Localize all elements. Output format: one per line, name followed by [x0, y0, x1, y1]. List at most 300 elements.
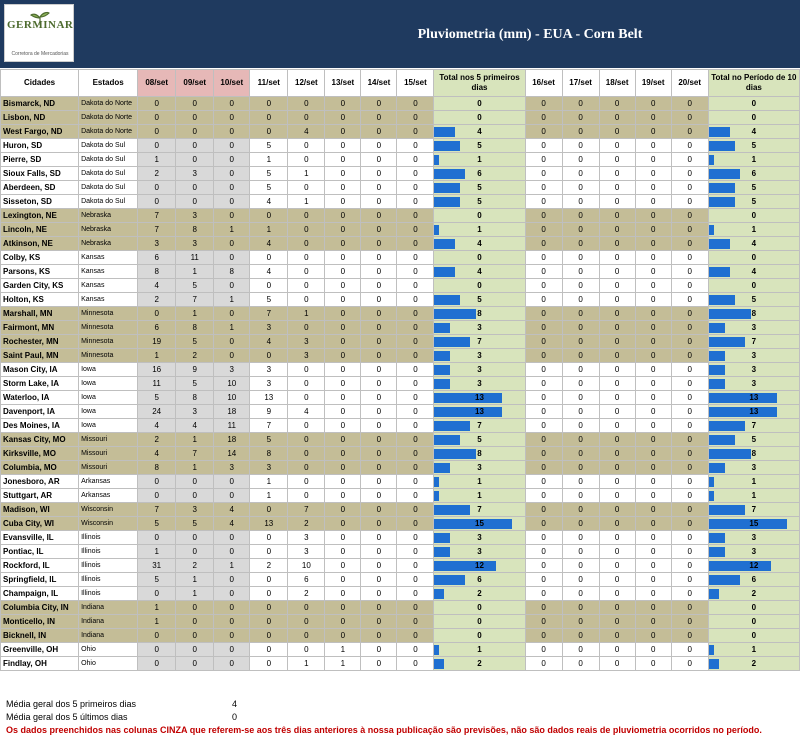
state-cell: Missouri: [79, 433, 138, 447]
rain-cell: 0: [214, 657, 250, 671]
rain-cell: 0: [361, 531, 397, 545]
total-value: 0: [477, 99, 482, 108]
rain-cell: 2: [176, 559, 214, 573]
total-5-cell: [434, 293, 525, 307]
total-bar: [434, 547, 450, 557]
rain-cell: 0: [525, 517, 562, 531]
col-header-day: 14/set: [361, 70, 397, 97]
rain-cell: 0: [397, 601, 434, 615]
total-value: 5: [477, 435, 482, 444]
table-row: [1, 307, 800, 321]
total-bar: [434, 365, 450, 375]
rain-cell: 0: [397, 363, 434, 377]
rain-cell: 0: [325, 419, 361, 433]
table-row: [1, 405, 800, 419]
table-row: [1, 321, 800, 335]
rain-cell: 0: [599, 573, 635, 587]
total-10-cell: [708, 405, 799, 419]
rain-cell: 0: [562, 223, 599, 237]
rain-cell: 0: [138, 587, 176, 601]
col-header-city: Cidades: [1, 70, 79, 97]
rain-cell: 0: [325, 251, 361, 265]
total-bar: [434, 393, 502, 403]
rain-cell: 0: [635, 363, 671, 377]
rain-cell: 2: [138, 293, 176, 307]
rain-cell: 0: [599, 125, 635, 139]
rain-cell: 0: [635, 559, 671, 573]
rain-cell: 0: [361, 195, 397, 209]
rain-cell: 0: [214, 307, 250, 321]
rain-cell: 0: [397, 321, 434, 335]
rain-cell: 0: [214, 531, 250, 545]
rain-cell: 0: [214, 629, 250, 643]
rain-cell: 0: [599, 251, 635, 265]
rain-cell: 0: [397, 517, 434, 531]
total-5-cell: [434, 643, 525, 657]
rain-cell: 0: [361, 657, 397, 671]
total-value: 6: [751, 169, 757, 178]
rain-cell: 0: [562, 447, 599, 461]
rain-cell: 0: [176, 97, 214, 111]
total-5-cell: [434, 517, 525, 531]
total-10-cell: [708, 125, 799, 139]
rain-cell: 0: [361, 475, 397, 489]
table-row: [1, 461, 800, 475]
state-cell: Dakota do Sul: [79, 181, 138, 195]
rain-cell: 10: [214, 377, 250, 391]
rain-cell: 0: [562, 237, 599, 251]
state-cell: Kansas: [79, 251, 138, 265]
rain-cell: 8: [138, 461, 176, 475]
rain-cell: 0: [361, 377, 397, 391]
total-value: 1: [751, 155, 757, 164]
state-cell: Minnesota: [79, 307, 138, 321]
total-value: 7: [751, 337, 757, 346]
total-bar: [434, 645, 439, 655]
total-value: 5: [477, 197, 482, 206]
rain-cell: 0: [325, 615, 361, 629]
rain-cell: 3: [176, 209, 214, 223]
state-cell: Kansas: [79, 265, 138, 279]
rain-cell: 0: [599, 615, 635, 629]
state-cell: Dakota do Sul: [79, 167, 138, 181]
total-bar: [434, 575, 465, 585]
total-value: 1: [751, 225, 757, 234]
state-cell: Dakota do Norte: [79, 125, 138, 139]
rain-cell: 0: [214, 279, 250, 293]
rain-cell: 1: [288, 307, 325, 321]
rain-cell: 0: [138, 195, 176, 209]
rain-cell: 0: [214, 167, 250, 181]
total-value: 2: [751, 659, 757, 668]
rain-cell: 0: [562, 251, 599, 265]
rain-cell: 0: [250, 643, 288, 657]
rain-cell: 0: [671, 615, 708, 629]
total-bar: [709, 519, 787, 529]
rain-cell: 4: [288, 405, 325, 419]
rain-cell: 0: [599, 517, 635, 531]
rain-cell: 0: [250, 111, 288, 125]
rain-cell: 0: [599, 601, 635, 615]
total-value: 12: [475, 561, 484, 570]
total-5-cell: [434, 433, 525, 447]
rain-cell: 0: [361, 97, 397, 111]
rain-cell: 0: [325, 447, 361, 461]
total-5-cell: [434, 377, 525, 391]
rain-cell: 0: [671, 279, 708, 293]
rain-cell: 0: [671, 181, 708, 195]
rain-cell: 0: [671, 293, 708, 307]
total-value: 2: [477, 589, 482, 598]
total-bar: [434, 505, 470, 515]
total-10-cell: [708, 601, 799, 615]
rain-cell: 0: [525, 321, 562, 335]
total-bar: [434, 463, 450, 473]
rain-cell: 0: [138, 489, 176, 503]
total-value: 12: [749, 561, 759, 570]
total-value: 1: [751, 491, 757, 500]
rain-cell: 7: [138, 503, 176, 517]
table-row: [1, 181, 800, 195]
rain-cell: 0: [397, 111, 434, 125]
rain-cell: 0: [635, 251, 671, 265]
rain-cell: 14: [214, 447, 250, 461]
state-cell: Illinois: [79, 587, 138, 601]
rain-cell: 0: [671, 643, 708, 657]
total-5-cell: [434, 447, 525, 461]
col-header-day: 18/set: [599, 70, 635, 97]
rain-cell: 0: [361, 517, 397, 531]
rain-cell: 3: [288, 349, 325, 363]
total-value: 0: [751, 281, 757, 290]
total-5-cell: [434, 335, 525, 349]
rain-cell: 7: [138, 209, 176, 223]
rain-cell: 0: [325, 503, 361, 517]
rain-cell: 0: [250, 545, 288, 559]
rain-cell: 0: [250, 573, 288, 587]
rain-cell: 0: [288, 153, 325, 167]
rain-cell: 1: [138, 601, 176, 615]
rain-cell: 0: [176, 125, 214, 139]
total-value: 13: [475, 393, 484, 402]
page-title: Pluviometria (mm) - EUA - Corn Belt: [417, 27, 643, 42]
rain-cell: 0: [176, 181, 214, 195]
rain-cell: 0: [288, 629, 325, 643]
rain-cell: 7: [176, 447, 214, 461]
rain-cell: 0: [599, 587, 635, 601]
total-bar: [709, 197, 735, 207]
state-cell: Iowa: [79, 377, 138, 391]
rain-cell: 0: [671, 489, 708, 503]
rain-cell: 3: [214, 461, 250, 475]
total-bar: [709, 533, 725, 543]
rain-cell: 0: [671, 531, 708, 545]
rain-cell: 0: [525, 181, 562, 195]
rain-cell: 0: [671, 335, 708, 349]
rain-cell: 0: [214, 153, 250, 167]
total-value: 0: [751, 617, 757, 626]
rain-cell: 0: [288, 321, 325, 335]
rain-cell: 0: [397, 447, 434, 461]
rain-cell: 0: [214, 251, 250, 265]
total-bar: [709, 155, 714, 165]
rain-cell: 0: [599, 377, 635, 391]
rain-cell: 0: [562, 503, 599, 517]
rain-cell: 0: [525, 643, 562, 657]
city-cell: Jonesboro, AR: [1, 475, 79, 489]
rain-cell: 0: [397, 391, 434, 405]
total-10-cell: [708, 237, 799, 251]
state-cell: Kansas: [79, 279, 138, 293]
total-bar: [709, 379, 725, 389]
rain-cell: 0: [361, 363, 397, 377]
rain-cell: 0: [599, 349, 635, 363]
rain-cell: 0: [525, 195, 562, 209]
rain-cell: 0: [525, 545, 562, 559]
rain-cell: 0: [397, 657, 434, 671]
total-value: 0: [477, 113, 482, 122]
rain-cell: 4: [250, 335, 288, 349]
rain-cell: 0: [325, 307, 361, 321]
rain-cell: 0: [361, 125, 397, 139]
rain-cell: 7: [176, 293, 214, 307]
rain-cell: 2: [250, 559, 288, 573]
rain-cell: 0: [671, 545, 708, 559]
rain-cell: 0: [397, 475, 434, 489]
rain-cell: 0: [397, 615, 434, 629]
total-value: 0: [477, 631, 482, 640]
rain-cell: 0: [176, 153, 214, 167]
rain-cell: 16: [138, 363, 176, 377]
logo-subtitle: Corretora de Mercadorias: [11, 51, 69, 57]
rain-cell: 8: [176, 223, 214, 237]
total-value: 2: [477, 659, 482, 668]
total-bar: [434, 491, 439, 501]
rain-cell: 0: [635, 391, 671, 405]
rain-cell: 0: [214, 643, 250, 657]
total-bar: [709, 365, 725, 375]
total-bar: [709, 225, 714, 235]
total-5-cell: [434, 321, 525, 335]
total-value: 3: [477, 379, 482, 388]
rain-cell: 19: [138, 335, 176, 349]
total-bar: [434, 337, 470, 347]
col-header-day: 13/set: [325, 70, 361, 97]
rain-cell: 0: [671, 97, 708, 111]
rain-cell: 1: [288, 195, 325, 209]
total-value: 0: [477, 253, 482, 262]
total-10-cell: [708, 181, 799, 195]
total-5-cell: [434, 615, 525, 629]
city-cell: Lincoln, NE: [1, 223, 79, 237]
rain-cell: 0: [671, 433, 708, 447]
rain-cell: 0: [325, 111, 361, 125]
rain-cell: 0: [525, 419, 562, 433]
rain-cell: 0: [361, 433, 397, 447]
total-5-cell: [434, 391, 525, 405]
rain-cell: 0: [325, 349, 361, 363]
rain-cell: 0: [250, 209, 288, 223]
rain-cell: 0: [397, 195, 434, 209]
total-10-cell: [708, 139, 799, 153]
rain-cell: 0: [525, 489, 562, 503]
rain-cell: 0: [397, 377, 434, 391]
rain-cell: 0: [214, 335, 250, 349]
total-value: 13: [749, 393, 759, 402]
rain-cell: 18: [214, 405, 250, 419]
rain-cell: 0: [325, 573, 361, 587]
rain-cell: 0: [671, 447, 708, 461]
rain-cell: 0: [214, 587, 250, 601]
state-cell: Illinois: [79, 545, 138, 559]
total-bar: [434, 435, 460, 445]
total-10-cell: [708, 307, 799, 321]
rain-cell: 11: [176, 251, 214, 265]
total-bar: [434, 449, 476, 459]
rain-cell: 0: [635, 461, 671, 475]
total-10-cell: [708, 167, 799, 181]
total-5-cell: [434, 587, 525, 601]
rain-cell: 0: [138, 181, 176, 195]
total-value: 7: [751, 505, 757, 514]
rain-cell: 1: [214, 321, 250, 335]
total-value: 3: [477, 351, 482, 360]
col-header-day: 12/set: [288, 70, 325, 97]
rain-cell: 0: [525, 559, 562, 573]
rain-cell: 0: [325, 517, 361, 531]
total-bar: [709, 547, 725, 557]
rain-cell: 0: [635, 587, 671, 601]
avg-first-5-value: 4: [232, 699, 238, 709]
rain-cell: 0: [635, 321, 671, 335]
rain-cell: 0: [288, 293, 325, 307]
rain-cell: 0: [525, 265, 562, 279]
rain-cell: 4: [250, 195, 288, 209]
rain-cell: 0: [325, 279, 361, 293]
rain-cell: 0: [562, 167, 599, 181]
rain-cell: 0: [397, 559, 434, 573]
total-value: 6: [477, 169, 482, 178]
rain-cell: 0: [325, 391, 361, 405]
rain-cell: 0: [214, 209, 250, 223]
table-row: [1, 195, 800, 209]
total-10-cell: [708, 251, 799, 265]
rain-cell: 4: [214, 517, 250, 531]
avg-last-5-label: Média geral dos 5 últimos dias: [6, 712, 128, 722]
rain-cell: 4: [288, 125, 325, 139]
rain-cell: 0: [562, 461, 599, 475]
rain-cell: 0: [361, 139, 397, 153]
rain-cell: 0: [288, 363, 325, 377]
rain-cell: 0: [176, 643, 214, 657]
rain-cell: 9: [176, 363, 214, 377]
rain-cell: 0: [288, 251, 325, 265]
total-bar: [434, 183, 460, 193]
state-cell: Dakota do Sul: [79, 153, 138, 167]
rain-cell: 0: [671, 307, 708, 321]
rain-cell: 0: [599, 643, 635, 657]
table-row: [1, 447, 800, 461]
avg-first-5-label: Média geral dos 5 primeiros dias: [6, 699, 137, 709]
rain-cell: 0: [397, 97, 434, 111]
rain-cell: 1: [176, 307, 214, 321]
total-10-cell: [708, 279, 799, 293]
rain-cell: 0: [635, 307, 671, 321]
rain-cell: 0: [361, 545, 397, 559]
rain-cell: 0: [525, 125, 562, 139]
rain-cell: 5: [138, 517, 176, 531]
total-value: 5: [477, 141, 482, 150]
table-body: [1, 97, 800, 671]
col-header-day: 08/set: [138, 70, 176, 97]
total-value: 1: [751, 477, 757, 486]
rain-cell: 0: [288, 643, 325, 657]
city-cell: Atkinson, NE: [1, 237, 79, 251]
state-cell: Ohio: [79, 643, 138, 657]
rain-cell: 0: [599, 475, 635, 489]
rain-cell: 0: [325, 237, 361, 251]
rain-cell: 0: [671, 251, 708, 265]
city-cell: Garden City, KS: [1, 279, 79, 293]
rain-cell: 0: [138, 629, 176, 643]
state-cell: Dakota do Norte: [79, 111, 138, 125]
rain-cell: 0: [562, 279, 599, 293]
rain-cell: 0: [176, 489, 214, 503]
total-value: 6: [751, 575, 757, 584]
total-10-cell: [708, 363, 799, 377]
rain-cell: 0: [635, 517, 671, 531]
total-bar: [709, 141, 735, 151]
total-5-cell: [434, 531, 525, 545]
rain-cell: 3: [176, 237, 214, 251]
rain-cell: 0: [288, 391, 325, 405]
city-cell: Rockford, IL: [1, 559, 79, 573]
state-cell: Wisconsin: [79, 503, 138, 517]
city-cell: Greenville, OH: [1, 643, 79, 657]
state-cell: Dakota do Norte: [79, 97, 138, 111]
rain-cell: 4: [138, 279, 176, 293]
rain-cell: 8: [176, 321, 214, 335]
rain-cell: 3: [250, 363, 288, 377]
rain-cell: 0: [635, 223, 671, 237]
total-value: 7: [477, 505, 482, 514]
rain-cell: 13: [250, 517, 288, 531]
rain-cell: 0: [562, 559, 599, 573]
table-row: [1, 587, 800, 601]
rain-cell: 9: [250, 405, 288, 419]
table-row: [1, 167, 800, 181]
rain-cell: 0: [599, 503, 635, 517]
rain-cell: 0: [397, 153, 434, 167]
total-value: 3: [751, 379, 757, 388]
state-cell: Iowa: [79, 405, 138, 419]
table-row: [1, 279, 800, 293]
state-cell: Iowa: [79, 419, 138, 433]
total-value: 4: [751, 239, 757, 248]
rain-cell: 0: [525, 405, 562, 419]
rain-cell: 0: [397, 419, 434, 433]
col-header-day: 10/set: [214, 70, 250, 97]
total-value: 7: [751, 421, 757, 430]
rain-cell: 0: [361, 559, 397, 573]
total-5-cell: [434, 475, 525, 489]
rain-cell: 3: [250, 321, 288, 335]
rain-cell: 2: [138, 433, 176, 447]
total-value: 8: [477, 449, 482, 458]
total-5-cell: [434, 153, 525, 167]
table-header-row: [1, 70, 800, 97]
rain-cell: 0: [325, 321, 361, 335]
